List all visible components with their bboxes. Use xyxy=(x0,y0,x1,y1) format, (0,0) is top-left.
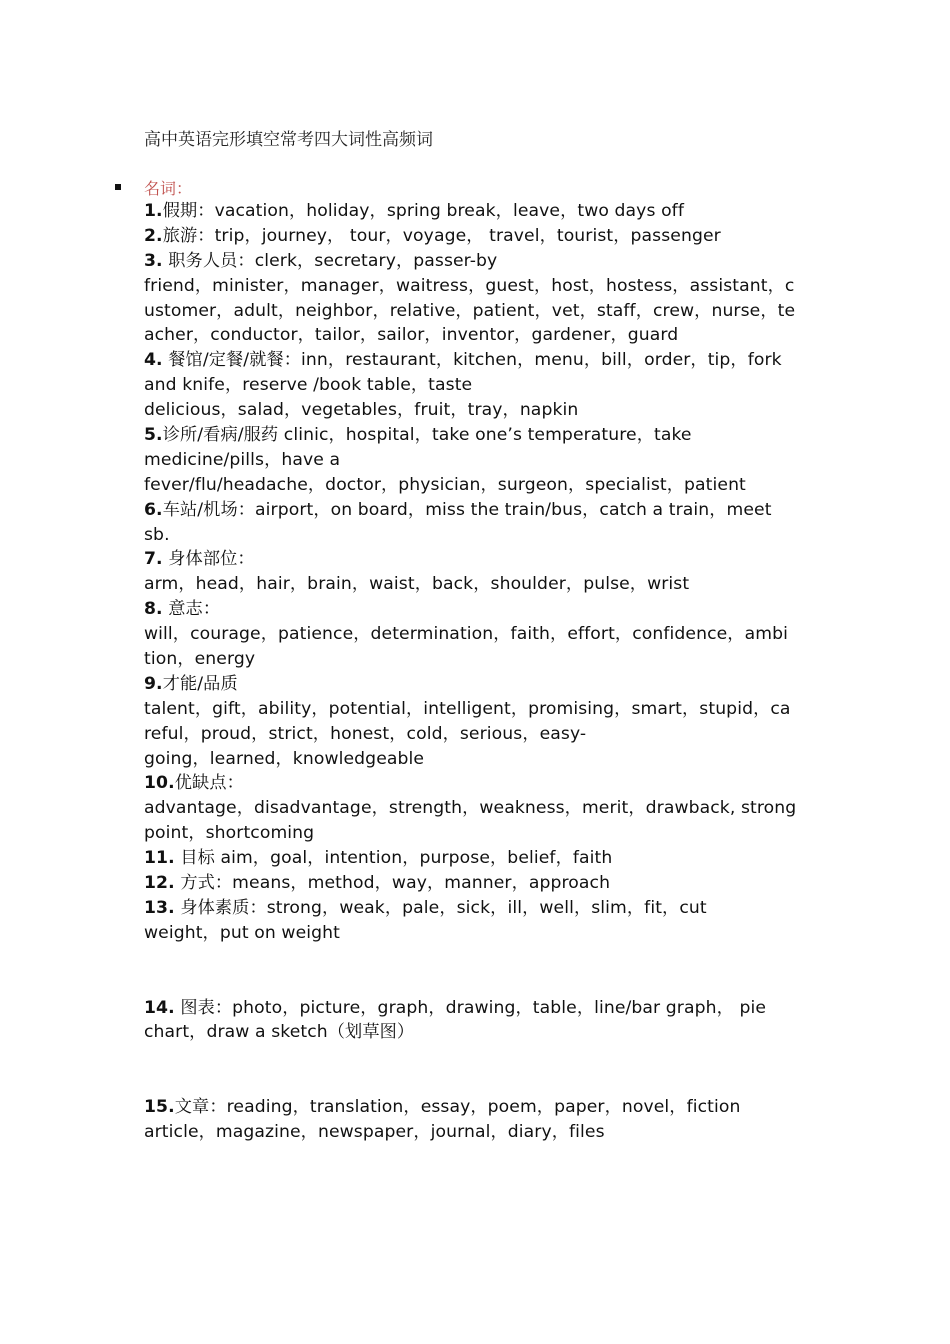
item-number: 1. xyxy=(144,201,163,221)
item-number: 6. xyxy=(144,499,163,520)
bullet-icon xyxy=(115,184,121,190)
item-number: 13. xyxy=(144,897,175,918)
vocabulary-list xyxy=(144,199,806,1145)
text-line: reful，proud，strict，honest，cold，serious，easy- xyxy=(144,723,587,744)
text-line: article，magazine，newspaper，journal，diary，files xyxy=(144,1121,605,1142)
text-line: 5.诊所/看病/服药 clinic，hospital，take one’s temperature，take xyxy=(144,425,692,446)
item-number: 11. xyxy=(144,848,175,869)
text-line: 2.旅游：trip，journey， tour，voyage， travel，tourist，passenger xyxy=(144,225,721,246)
text-line: advantage，disadvantage，strength，weakness，merit，drawback, strong xyxy=(144,798,797,819)
blank-line xyxy=(144,971,806,996)
item-number: 7. xyxy=(144,549,163,570)
text-line: point，shortcoming xyxy=(144,823,315,844)
blank-line xyxy=(144,1070,806,1095)
text-line: 8. 意志： xyxy=(144,599,221,620)
text-line: 14. 图表：photo，picture，graph，drawing，table，line/bar graph， pie xyxy=(144,997,767,1018)
text-line: and knife，reserve /book table，taste xyxy=(144,375,473,396)
text-line: ustomer，adult，neighbor，relative，patient，vet，staff，crew，nurse，te xyxy=(144,300,796,321)
document-title: 高中英语完形填空常考四大词性高频词 xyxy=(144,130,433,150)
text-line: talent，gift，ability，potential，intelligent，promising，smart，stupid，ca xyxy=(144,698,791,719)
text-line: arm，head，hair，brain，waist，back，shoulder，pulse，wrist xyxy=(144,574,690,595)
text-line: going，learned，knowledgeable xyxy=(144,748,425,769)
blank-line xyxy=(144,1045,806,1070)
text-line: tion，energy xyxy=(144,649,256,670)
text-line: 3. 职务人员：clerk，secretary，passer-by xyxy=(144,250,498,271)
item-number: 4. xyxy=(144,350,163,371)
text-line: sb. xyxy=(144,524,170,545)
text-line: medicine/pills，have a xyxy=(144,449,341,470)
text-line: 9.才能/品质 xyxy=(144,673,238,694)
text-line: will，courage，patience，determination，faith，effort，confidence，ambi xyxy=(144,624,788,645)
text-line: 15.文章：reading，translation，essay，poem，paper，novel，fiction xyxy=(144,1097,741,1118)
item-number: 10. xyxy=(144,773,175,794)
text-line: 4. 餐馆/定餐/就餐：inn，restaurant，kitchen，menu，bill，order，tip，fork xyxy=(144,350,782,371)
text-line: 7. 身体部位： xyxy=(144,549,255,570)
text-line: 1.假期：vacation，holiday，spring break，leave，two days off xyxy=(144,201,684,221)
text-line: 12. 方式：means，method，way，manner，approach xyxy=(144,873,611,894)
text-line: 11. 目标 aim，goal，intention，purpose，belief，faith xyxy=(144,848,613,869)
text-line: friend，minister，manager，waitress，guest，host，hostess，assistant，c xyxy=(144,275,795,296)
item-number: 14. xyxy=(144,997,175,1018)
item-number: 2. xyxy=(144,225,163,246)
item-number: 5. xyxy=(144,425,163,446)
text-line: 10.优缺点： xyxy=(144,773,244,794)
section-heading-nouns: 名词： xyxy=(144,179,193,198)
blank-line xyxy=(144,946,806,971)
item-number: 8. xyxy=(144,599,163,620)
item-number: 15. xyxy=(144,1097,175,1118)
text-line: 6.车站/机场：airport，on board，miss the train/bus，catch a train，meet xyxy=(144,499,772,520)
text-line: fever/flu/headache，doctor，physician，surgeon，specialist，patient xyxy=(144,474,746,495)
item-number: 9. xyxy=(144,673,163,694)
text-line: chart，draw a sketch（划草图） xyxy=(144,1022,415,1043)
text-line: acher，conductor，tailor，sailor，inventor，gardener，guard xyxy=(144,325,679,346)
item-number: 3. xyxy=(144,250,163,271)
text-line: 13. 身体素质：strong，weak，pale，sick，ill，well，slim，fit，cut xyxy=(144,897,707,918)
item-number: 12. xyxy=(144,873,175,894)
text-line: weight，put on weight xyxy=(144,922,340,943)
text-line: delicious，salad，vegetables，fruit，tray，napkin xyxy=(144,400,579,421)
